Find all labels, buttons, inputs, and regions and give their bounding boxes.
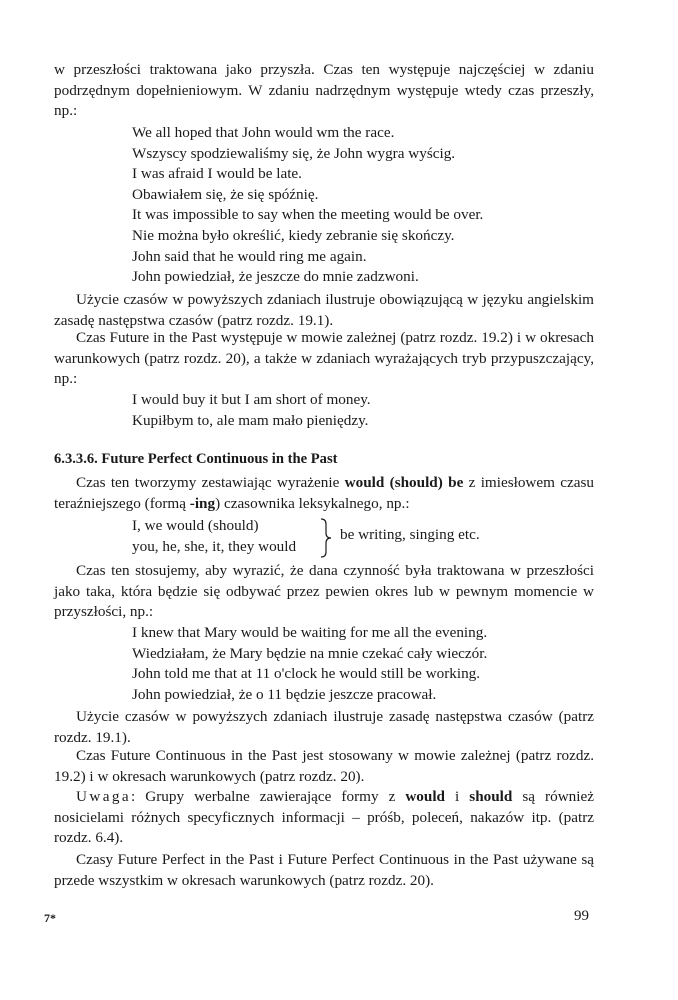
bold-term-ing: -ing <box>189 494 216 512</box>
example-line: Wiedziałam, że Mary będzie na mnie czekać cały wieczór. <box>132 644 488 662</box>
example-line: I would buy it but I am short of money. <box>132 391 371 408</box>
paragraph-sequence-of-tenses: Użycie czasów w powyższych zdaniach ilustruje obowiązującą w języku angielskim zasadę następstwa czasów (patrz rozdz. 19.1). <box>54 291 594 329</box>
paragraph-sequence-of-tenses-2: Użycie czasów w powyższych zdaniach ilustruje zasadę następstwa czasów (patrz rozdz. 19.1). <box>54 708 594 746</box>
example-list-conditional <box>132 390 592 431</box>
subject-line-1: I, we would (should) <box>132 517 259 534</box>
example-line: I knew that Mary would be waiting for me all the evening. <box>132 624 488 641</box>
example-line: John powiedział, że o 11 będzie jeszcze pracował. <box>132 685 437 703</box>
example-line: John said that he would ring me again. <box>132 247 367 265</box>
example-list-future-in-past <box>132 123 592 288</box>
paragraph-purpose: Czas ten stosujemy, aby wyrazić, że dana czynność była traktowana w przeszłości jako taka, która będzie się odbywać przez pewien okres lub w pewnym momencie w przyszłości, np.: <box>54 562 594 620</box>
page-number: 99 <box>574 908 589 924</box>
paragraph-future-in-past-usage: Czas Future in the Past występuje w mowie zależnej (patrz rozdz. 19.2) i w okresach warunkowych (patrz rozdz. 20), a także w zdaniach wyrażających tryb przypuszczający, np.: <box>54 329 594 387</box>
example-list-continuous <box>132 623 592 705</box>
paragraph-intro: w przeszłości traktowana jako przyszła. Czas ten występuje najczęściej w zdaniu podrzędnym dopełnieniowym. W zdaniu nadrzędnym występuje wtedy czas przeszły, np.: <box>54 61 594 119</box>
subject-line-2: you, he, she, it, they would <box>132 537 297 555</box>
example-line: Obawiałem się, że się spóźnię. <box>132 185 319 203</box>
example-line: Kupiłbym to, ale mam mało pieniędzy. <box>132 411 369 429</box>
example-line: We all hoped that John would wm the race. <box>132 124 395 141</box>
paragraph-formation: Czas ten tworzymy zestawiając wyrażenie would (should) be z imiesłowem czasu teraźniejszego (formą -ing) czasownika leksykalnego, np.: <box>54 474 594 512</box>
bold-term-would-should-be: would (should) be <box>344 474 464 491</box>
example-line: It was impossible to say when the meeting would be over. <box>132 206 484 224</box>
paragraph-note: Uwaga: Grupy werbalne zawierające formy z would i should są również nosicielami różnych specyficznych informacji – próśb, poleceń, nakazów itp. (patrz rozdz. 6.4). <box>54 788 594 846</box>
bold-term-would: would <box>405 788 446 805</box>
note-label: Uwaga <box>76 788 132 805</box>
paragraph-conclusion: Czasy Future Perfect in the Past i Future Perfect Continuous in the Past używane są przede wszystkim w okresach warunkowych (patrz rozdz. 20). <box>54 851 594 889</box>
example-line: Wszyscy spodziewaliśmy się, że John wygra wyścig. <box>132 144 456 162</box>
signature-mark: 7* <box>44 911 56 925</box>
example-line: John told me that at 11 o'clock he would still be working. <box>132 665 481 683</box>
subject-lines <box>132 516 296 557</box>
bold-term-should: should <box>469 788 513 805</box>
section-heading: 6.3.3.6. Future Perfect Continuous in the Past <box>54 451 338 467</box>
paragraph-reported-speech: Czas Future Continuous in the Past jest stosowany w mowie zależnej (patrz rozdz. 19.2) i w okresach warunkowych (patrz rozdz. 20). <box>54 747 594 785</box>
right-curly-brace-icon <box>320 518 332 558</box>
example-line: John powiedział, że jeszcze do mnie zadzwoni. <box>132 268 419 286</box>
participle-phrase: be writing, singing etc. <box>340 526 480 543</box>
example-line: I was afraid I would be late. <box>132 165 302 183</box>
conjugation-brace-example <box>132 516 592 560</box>
example-line: Nie można było określić, kiedy zebranie się skończy. <box>132 226 455 244</box>
